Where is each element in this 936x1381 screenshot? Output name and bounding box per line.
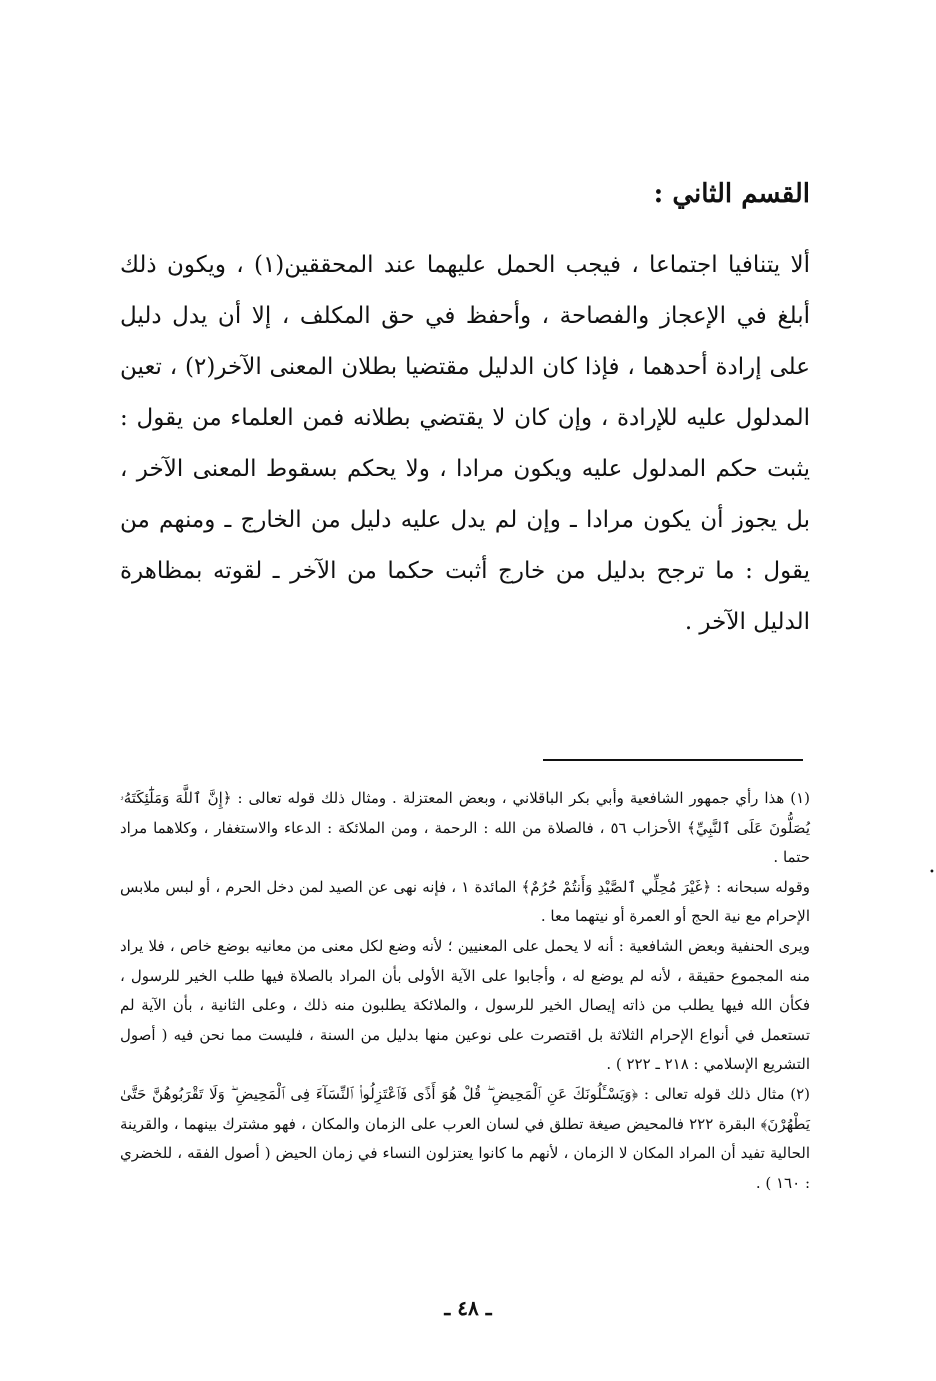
footnote-2: (٢) مثال ذلك قوله تعالى : ﴿وَيَسْـَٔلُونَكَ عَنِ ٱلْمَحِيضِ ۖ قُلْ هُوَ أَذًى فَٱعْتَزِلُوا۟ ٱلنِّسَآءَ فِى ٱلْمَحِيضِ ۖ وَلَا تَقْرَبُوهُنَّ حَتَّىٰ يَطْهُرْنَ﴾ البقرة ٢٢٢ فالمحيض صيغة تطلق في لسان العرب على الزمان والمكان ، فهو مشترك بينهما ، والقرينة الحالية تفيد أن المراد المكان لا الزمان ، لأنهم ما كانوا يعتزلون النساء في زمان الحيض ( أصول الفقه ، للخضري : ١٦٠ ) . — [120, 1084, 810, 1192]
page-number: ـ ٤٨ ـ — [444, 1296, 492, 1320]
footnote-1-continuation: وقوله سبحانه : ﴿غَيْرَ مُحِلِّي ٱلصَّيْدِ وَأَنتُمْ حُرُمٌ﴾ المائدة ١ ، فإنه نهى عن الصيد لمن دخل الحرم ، أو لبس ملابس الإحرام مع نية الحج أو العمرة أو نيتهما معا . — [120, 877, 810, 926]
footnotes — [120, 784, 810, 1198]
section-heading: القسم الثاني : — [653, 179, 810, 209]
footnote-separator — [543, 759, 803, 761]
footnote-1: (١) هذا رأي جمهور الشافعية وأبي بكر الباقلاني ، وبعض المعتزلة . ومثال ذلك قوله تعالى : ﴿إِنَّ ٱللَّهَ وَمَلَٰٓئِكَتَهُۥ يُصَلُّونَ عَلَى ٱلنَّبِيِّ﴾ الأحزاب ٥٦ ، فالصلاة من الله : الرحمة ، ومن الملائكة : الدعاء والاستغفار ، وكلاهما مراد حتما . — [120, 789, 810, 867]
margin-dot: • — [929, 867, 935, 878]
main-paragraph: ألا يتنافيا اجتماعا ، فيجب الحمل عليهما عند المحققين(١) ، ويكون ذلك أبلغ في الإعجاز والفصاحة ، وأحفظ في حق المكلف ، إلا أن يدل دليل على إرادة أحدهما ، فإذا كان الدليل مقتضيا بطلان المعنى الآخر(٢) ، تعين المدلول عليه للإرادة ، وإن كان لا يقتضي بطلانه فمن العلماء من يقول : يثبت حكم المدلول عليه ويكون مرادا ، ولا يحكم بسقوط المعنى الآخر ، بل يجوز أن يكون مرادا ـ وإن لم يدل عليه دليل من الخارج ـ ومنهم من يقول : ما ترجح بدليل من خارج أثبت حكما من الآخر ـ لقوته بمظاهرة الدليل الآخر . — [120, 252, 811, 635]
footnote-1-opposing-view: ويرى الحنفية وبعض الشافعية : أنه لا يحمل على المعنيين ؛ لأنه وضع لكل معنى من معانيه بوضع خاص ، فلا يراد منه المجموع حقيقة ، لأنه لم يوضع له ، وأجابوا على الآية الأولى بأن المراد بالصلاة فيها طلب الخير للرسول ، فكأن الله فيها يطلب من ذاته إيصال الخير للرسول ، والملائكة يطلبون منه ذلك ، وعلى الثانية ، بأن الآية لم تستعمل في أنواع الإحرام الثلاثة بل اقتصرت على نوعين منها بدليل من السنة ، فليست مما نحن فيه ( أصول التشريع الإسلامي : ٢١٨ ـ ٢٢٢ ) . — [120, 936, 810, 1074]
